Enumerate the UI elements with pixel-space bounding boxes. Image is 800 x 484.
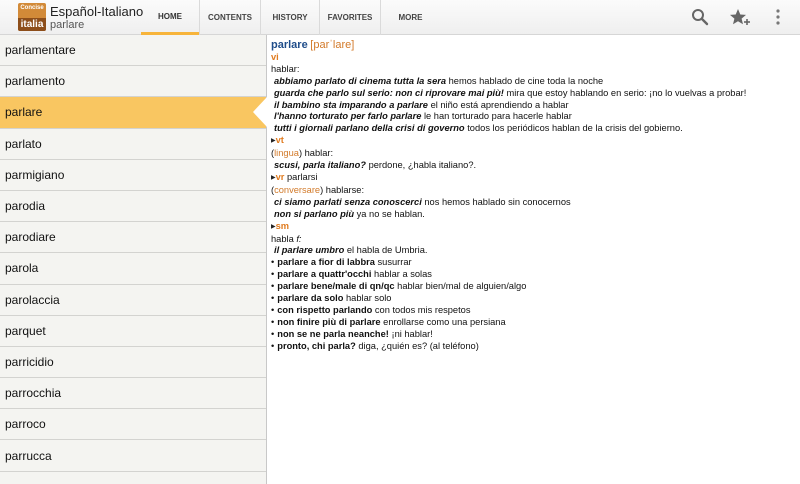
- logo-bottom-text: italia: [18, 18, 46, 31]
- list-item[interactable]: parmigiano: [0, 160, 266, 191]
- list-item[interactable]: parodiare: [0, 222, 266, 253]
- example: scusi, parla italiano? perdone, ¿habla italiano?.: [274, 160, 477, 171]
- dictionary-entry: [271, 40, 796, 353]
- pos-vr: ▶vr parlarsi: [271, 171, 318, 182]
- headword: parlare: [271, 39, 308, 51]
- tab-bar: [141, 0, 440, 35]
- translation: (lingua) hablar:: [271, 148, 334, 159]
- phrase: • pronto, chi parla? diga, ¿quién es? (al teléfono): [271, 341, 796, 353]
- star-add-icon[interactable]: [729, 8, 751, 26]
- phrase: • non se ne parla neanche! ¡ni hablar!: [271, 329, 796, 341]
- phrase: • con rispetto parlando con todos mis respetos: [271, 305, 796, 317]
- example: ci siamo parlati senza conoscerci nos hemos hablado sin conocernos: [274, 196, 571, 207]
- translation: habla f:: [271, 233, 302, 244]
- list-item[interactable]: parricidio: [0, 347, 266, 378]
- word-list[interactable]: [0, 35, 267, 484]
- entry-header: [271, 40, 796, 52]
- list-item[interactable]: parolaccia: [0, 285, 266, 316]
- tab-contents[interactable]: CONTENTS: [199, 0, 260, 35]
- tab-more[interactable]: MORE: [380, 0, 440, 35]
- phrase: • parlare da solo hablar solo: [271, 293, 796, 305]
- example: non si parlano più ya no se hablan.: [274, 208, 425, 219]
- list-item[interactable]: parquet: [0, 316, 266, 347]
- tab-history[interactable]: HISTORY: [260, 0, 319, 35]
- list-item[interactable]: parlato: [0, 129, 266, 160]
- list-item-selected[interactable]: parlare: [0, 97, 266, 128]
- example: abbiamo parlato di cinema tutta la sera hemos hablado de cine toda la noche: [274, 75, 604, 86]
- example: tutti i giornali parlano della crisi di governo todos los periódicos hablan de la crisis del gobierno.: [274, 123, 683, 134]
- example: il parlare umbro el habla de Umbria.: [274, 245, 428, 256]
- app-logo[interactable]: [18, 3, 46, 31]
- tab-favorites[interactable]: FAVORITES: [319, 0, 380, 35]
- translation: (conversare) hablarse:: [271, 184, 365, 195]
- list-item[interactable]: parroco: [0, 409, 266, 440]
- current-word: parlare: [50, 19, 85, 31]
- tab-home[interactable]: HOME: [141, 0, 199, 35]
- example: il bambino sta imparando a parlare el niño está aprendiendo a hablar: [274, 99, 569, 110]
- phrase: • non finire più di parlare enrollarse como una persiana: [271, 317, 796, 329]
- app-title: Español-Italiano: [50, 4, 144, 19]
- list-item[interactable]: parodia: [0, 191, 266, 222]
- action-bar: [0, 0, 800, 35]
- phrase: • parlare a fior di labbra susurrar: [271, 257, 796, 269]
- pos-vi: vi: [271, 51, 279, 62]
- example: guarda che parlo sul serio: non ci riprovare mai più! mira que estoy hablando en serio: ¡no lo vuelvas a probar!: [274, 87, 747, 98]
- selection-arrow: [253, 97, 267, 127]
- list-item[interactable]: parrocchia: [0, 378, 266, 409]
- list-item[interactable]: parrucca: [0, 440, 266, 471]
- example: l'hanno torturato per farlo parlare le han torturado para hacerle hablar: [274, 111, 572, 122]
- overflow-menu-icon[interactable]: [774, 8, 782, 26]
- list-item[interactable]: parlamento: [0, 66, 266, 97]
- logo-top-text: Concise: [20, 5, 44, 11]
- phrase: • parlare a quattr'occhi hablar a solas: [271, 269, 796, 281]
- phrase: • parlare bene/male di qn/qc hablar bien/mal de alguien/algo: [271, 281, 796, 293]
- pos-sm: ▶sm: [271, 220, 290, 231]
- translation: hablar:: [271, 63, 300, 74]
- list-item[interactable]: parlamentare: [0, 35, 266, 66]
- list-item[interactable]: parola: [0, 253, 266, 284]
- pronunciation: [parˈlare]: [310, 39, 355, 51]
- search-icon[interactable]: [691, 8, 709, 26]
- pos-vt: ▶vt: [271, 135, 284, 146]
